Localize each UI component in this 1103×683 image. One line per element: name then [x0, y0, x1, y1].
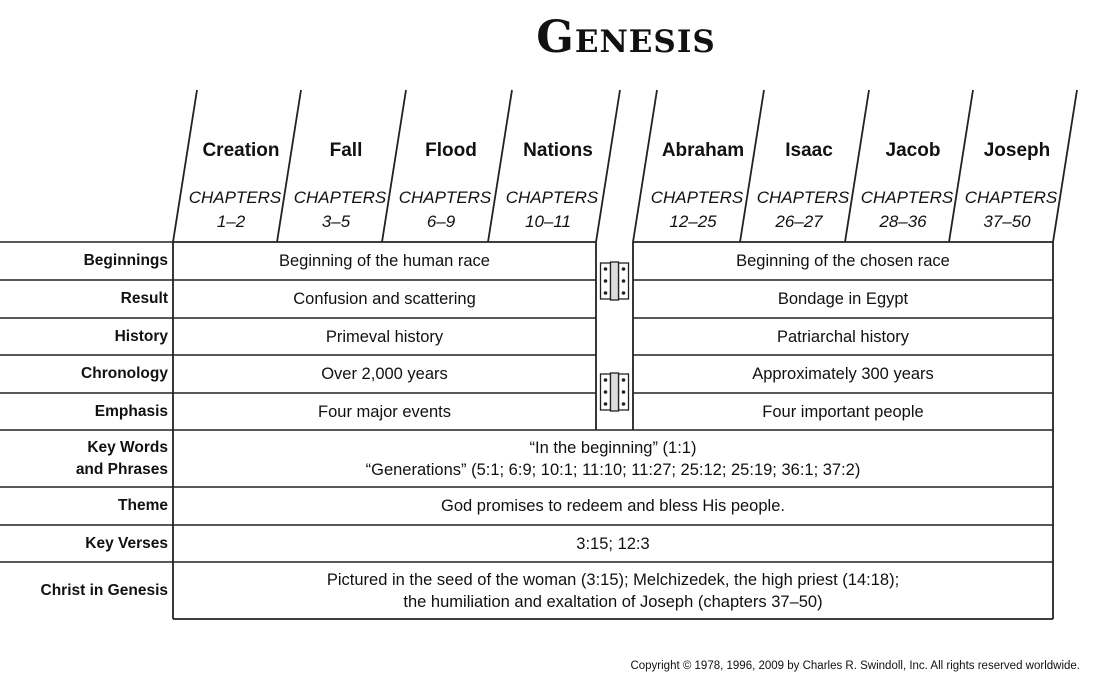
left-cell: Over 2,000 years	[321, 365, 448, 383]
full-cell: “In the beginning” (1:1)	[529, 438, 697, 457]
right-cell: Bondage in Egypt	[777, 290, 909, 308]
left-cell: Four major events	[318, 402, 451, 421]
chapters-range: 10–11	[524, 212, 571, 231]
row-label: History	[114, 327, 168, 345]
row-label: Beginnings	[83, 252, 168, 269]
chapters-range: 6–9	[426, 212, 456, 231]
chapters-range: 1–2	[216, 212, 246, 231]
right-cell: Patriarchal history	[776, 327, 910, 346]
left-cell: Beginning of the human race	[279, 252, 490, 270]
chapters-range: 26–27	[775, 212, 823, 231]
right-cell: Beginning of the chosen race	[736, 252, 950, 270]
full-cell: the humiliation and exaltation of Joseph (chapters 37–50)	[403, 592, 823, 611]
copyright-notice: Copyright © 1978, 1996, 2009 by Charles R. Swindoll, Inc. All rights reserved worldwide.	[630, 660, 1080, 672]
section-title: Abraham	[661, 140, 745, 161]
section-title: Creation	[202, 140, 280, 161]
row-label: Chronology	[81, 365, 168, 382]
chapters-label: CHAPTERS	[756, 188, 850, 207]
row-label: Christ in Genesis	[40, 581, 168, 599]
row-label: Emphasis	[94, 402, 168, 420]
section-title: Fall	[329, 140, 363, 161]
full-cell: Pictured in the seed of the woman (3:15); Melchizedek, the high priest (14:18);	[326, 570, 900, 589]
chapters-range: 3–5	[321, 212, 351, 231]
right-cell: Approximately 300 years	[752, 365, 934, 383]
chapters-range: 12–25	[669, 212, 717, 231]
chapters-label: CHAPTERS	[964, 188, 1058, 207]
chapters-range: 37–50	[983, 212, 1031, 231]
full-cell: 3:15; 12:3	[576, 534, 650, 553]
full-cell: God promises to redeem and bless His people.	[441, 497, 785, 515]
row-label: Result	[120, 290, 168, 307]
chapters-range: 28–36	[879, 212, 927, 231]
row-label: Key Words	[87, 438, 168, 456]
chapters-label: CHAPTERS	[188, 188, 282, 207]
chapters-label: CHAPTERS	[860, 188, 954, 207]
left-cell: Confusion and scattering	[293, 290, 476, 308]
row-label: Key Verses	[85, 534, 168, 552]
page-title: Genesis	[536, 12, 716, 63]
chapters-label: CHAPTERS	[505, 188, 599, 207]
chapters-label: CHAPTERS	[650, 188, 744, 207]
section-title: Isaac	[785, 140, 833, 161]
left-cell: Primeval history	[325, 327, 444, 346]
full-cell: “Generations” (5:1; 6:9; 10:1; 11:10; 11:27; 25:12; 25:19; 36:1; 37:2)	[365, 460, 861, 479]
hinge-icon	[601, 373, 629, 411]
section-title: Flood	[425, 140, 477, 161]
section-title: Joseph	[983, 140, 1051, 161]
chapters-label: CHAPTERS	[293, 188, 387, 207]
hinge-icon	[601, 262, 629, 300]
row-label: and Phrases	[75, 460, 168, 478]
chapters-label: CHAPTERS	[398, 188, 492, 207]
right-cell: Four important people	[762, 402, 924, 421]
section-title: Nations	[523, 140, 593, 161]
row-label: Theme	[118, 497, 168, 514]
section-title: Jacob	[885, 140, 941, 161]
